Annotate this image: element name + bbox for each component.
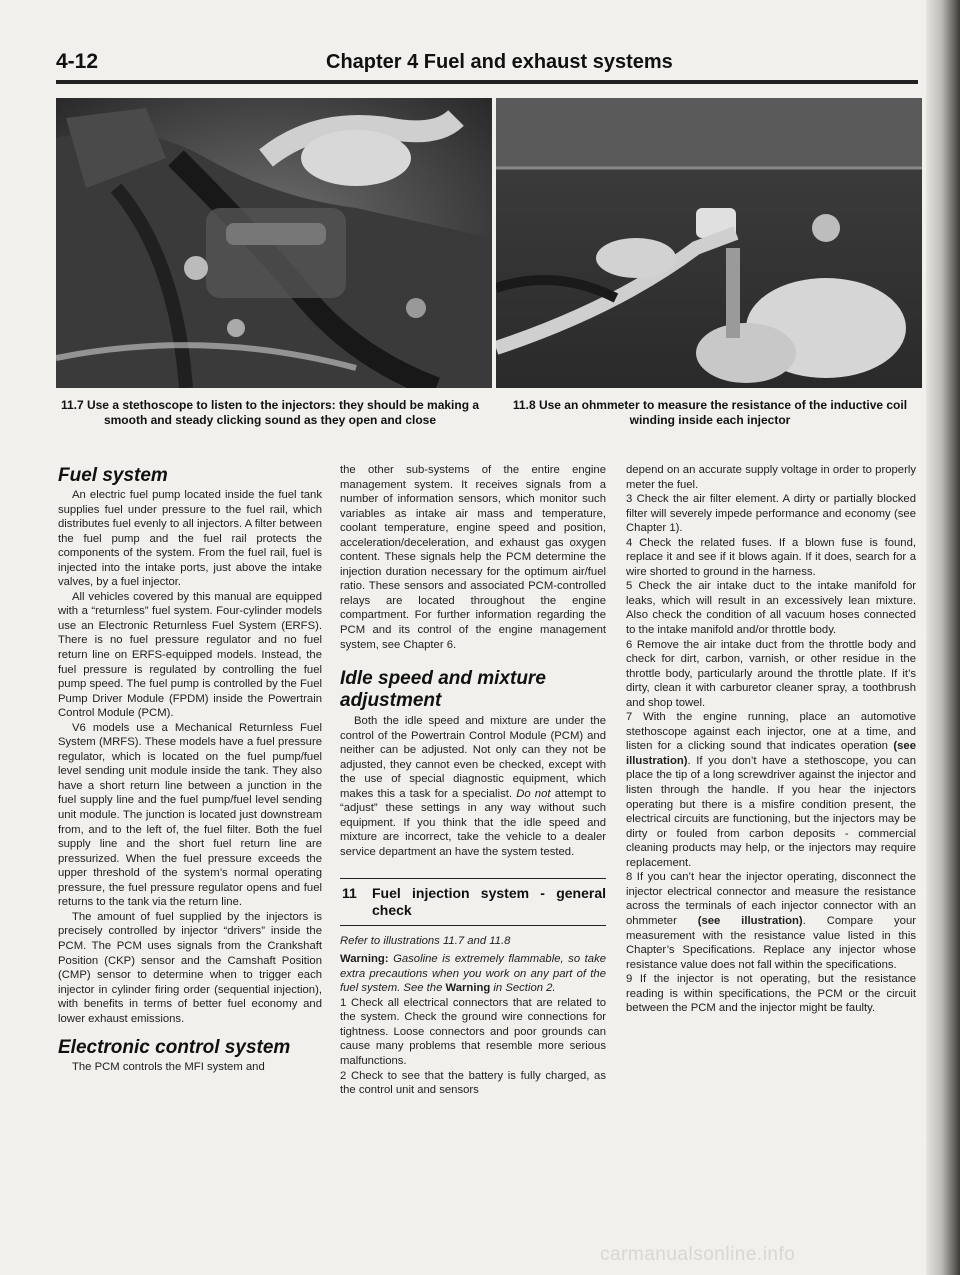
section-11-step-9: 9 If the injector is not operating, but the resistance reading is within specifications, the PCM or the circuit between the PCM and the injector might be faulty.: [626, 973, 916, 1015]
text-column-1: [58, 466, 322, 1075]
step-text: . Compare your measurement with the resistance value listed in this Chapter’s Specifications. Replace any injector whose resistance value does not fall within the specifications.: [626, 914, 916, 971]
electronic-control-paragraph: The PCM controls the MFI system and: [72, 1061, 265, 1074]
warning-text: Gasoline is extremely flammable, so take extra precautions when you work on any part of the fuel system. See the: [340, 953, 606, 995]
page-header: [56, 50, 914, 80]
warning-ref: Warning: [445, 982, 491, 995]
figure-11-8-caption: 11.8 Use an ohmmeter to measure the resistance of the inductive coil winding inside each injector: [512, 398, 908, 427]
section-11-refer: Refer to illustrations 11.7 and 11.8: [340, 934, 511, 947]
idle-speed-do-not: Do not: [516, 787, 551, 800]
see-illustration-ref: (see illustration): [626, 740, 916, 767]
idle-speed-heading-line2: adjustment: [340, 690, 442, 712]
text-column-3: [626, 463, 916, 1016]
section-11-step-2: 2 Check to see that the battery is fully charged, as the control unit and sensors: [340, 1069, 606, 1097]
section-11-warning: [340, 952, 606, 996]
idle-speed-heading: [340, 668, 606, 712]
section-11-step-5: 5 Check the air intake duct to the intake manifold for leaks, which will result in an excessively lean mixture. Also check the condition of all vacuum hoses connected to the intake manifold and/or throttle body.: [626, 580, 916, 637]
fuel-system-paragraph: All vehicles covered by this manual are equipped with a “returnless” fuel system. Four-cylinder models use an Electronic Returnless Fuel System (ERFS). There is no fuel pressure regulator and no fuel return line on ERFS-equipped models. Instead, the fuel pressure is regulated by controlling the fuel pump speed. The fuel pump is controlled by the Fuel Pump Driver Module (FPDM) inside the Powertrain Control Module (PCM).: [58, 590, 322, 720]
see-illustration-ref: (see illustration): [697, 914, 803, 927]
page-edge-shadow: [926, 0, 960, 1275]
step-text: . If you don’t have a stethoscope, you can place the tip of a long screwdriver against the injector and listen through the handle. If you hear the injectors operating but there is a misfire condition present, the electrical circuits are functioning, but the injectors may be dirty or fouled from carbon deposits - commercial cleaning products may help, or the injectors may require replacement.: [626, 754, 916, 869]
idle-speed-text: Both the idle speed and mixture are under the control of the Powertrain Control Module (PCM) and neither can be adjusted. Not only can they not be adjusted, they cannot even be checked, except with the use of special diagnostic equipment, which makes this a task for a specialist.: [340, 715, 606, 800]
section-11-step-8: [626, 870, 916, 972]
section-11-step-7: [626, 710, 916, 870]
header-rule: [56, 80, 918, 84]
section-11-step-4: 4 Check the related fuses. If a blown fuse is found, replace it and see if it blows again. If it does, search for a wire shorted to ground in the harness.: [626, 536, 916, 578]
section-11-step-6: 6 Remove the air intake duct from the throttle body and check for dirt, carbon, varnish, or other residue in the throttle body, particularly around the throttle plate. If it’s dirty, clean it with carburetor cleaner spray, a toothbrush and shop towel.: [626, 638, 916, 709]
fuel-system-heading: Fuel system: [58, 465, 168, 486]
section-11-heading: [340, 878, 606, 919]
section-11-step-3: 3 Check the air filter element. A dirty or partially blocked filter will severely impede performance and economy (see Chapter 1).: [626, 493, 916, 535]
section-11-step-1: 1 Check all electrical connectors that are related to the system. Check the ground wire connections for tightness. Loose connectors and poor grounds can cause many problems that resemble more serious malfunctions.: [340, 996, 606, 1067]
page-number: 4-12: [56, 50, 99, 73]
fuel-system-paragraph: The amount of fuel supplied by the injectors is precisely controlled by injector “drivers” inside the PCM. The PCM uses signals from the Crankshaft Position (CKP) sensor and the Camshaft Position (CMP) sensor to determine when to trigger each injector in cylinder firing order (sequential injection), with benefits in terms of better fuel economy and lower exhaust emissions.: [58, 910, 322, 1025]
warning-label: Warning:: [340, 953, 389, 966]
idle-speed-paragraph: [340, 714, 606, 859]
electronic-control-heading: Electronic control system: [58, 1037, 291, 1059]
warning-text: in Section 2.: [490, 982, 556, 995]
fuel-system-paragraph: An electric fuel pump located inside the fuel tank supplies fuel under pressure to the fuel rail, which distributes fuel evenly to all injectors. A filter between the fuel pump and the fuel rail protects the components of the system. From the fuel rail, fuel is injected into the intake ports, just above the intake valves, by a fuel injector.: [58, 489, 322, 589]
watermark: carmanualsonline.info: [600, 1244, 796, 1265]
section-11-number: 11: [342, 884, 357, 901]
section-11-rule: [340, 925, 606, 926]
step-text: 7 With the engine running, place an automotive stethoscope against each injector, one at a time, and listen for a clicking sound that indicates operation: [626, 711, 916, 753]
chapter-title: Chapter 4 Fuel and exhaust systems: [326, 51, 673, 73]
figure-11-7-photo: [56, 98, 492, 388]
text-column-2: [340, 463, 606, 1098]
idle-speed-heading-line1: Idle speed and mixture: [340, 668, 546, 690]
electronic-control-paragraph-cont: the other sub-systems of the entire engine management system. It receives signals from a number of information sensors, which monitor such variables as intake air mass and temperature, coolant temperature, engine speed and position, acceleration/deceleration, and exhaust gas oxygen content. These signals help the PCM determine the injection duration necessary for the optimum air/fuel ratio. These sensors and associated PCM-controlled relays are located throughout the engine compartment. For further information regarding the PCM and its control of the engine management system, see Chapter 6.: [340, 464, 606, 651]
figure-11-8-photo: [496, 98, 922, 388]
fuel-system-paragraph: V6 models use a Mechanical Returnless Fuel System (MRFS). These models have a fuel pressure regulator, which is located on the fuel pump/fuel level sending unit module inside the tank. They also have a short return line between a junction in the fuel supply line and the fuel pump/fuel level sending unit module. The junction is located just downstream from, and to the left of, the fuel filter. Both the fuel supply line and the short fuel return line are pressurized. When the fuel pressure exceeds the upper threshold of the system’s normal operating pressure, the fuel pressure regulator opens and fuel returns to the tank via the return line.: [58, 721, 322, 909]
idle-speed-text: attempt to “adjust” these settings in any way without such equipment. If you think that the idle speed and mixture are incorrect, take the vehicle to a dealer service department an have the system tested.: [340, 787, 606, 859]
figure-11-7-caption: 11.7 Use a stethoscope to listen to the injectors: they should be making a smooth and steady clicking sound as they open and close: [60, 398, 480, 427]
section-11-title: Fuel injection system - general check: [372, 884, 606, 918]
step-text: 8 If you can’t hear the injector operating, disconnect the injector electrical connector and measure the resistance across the terminals of each injector connector with an ohmmeter: [626, 871, 916, 927]
section-11-step-2-cont: depend on an accurate supply voltage in order to properly meter the fuel.: [626, 464, 916, 491]
